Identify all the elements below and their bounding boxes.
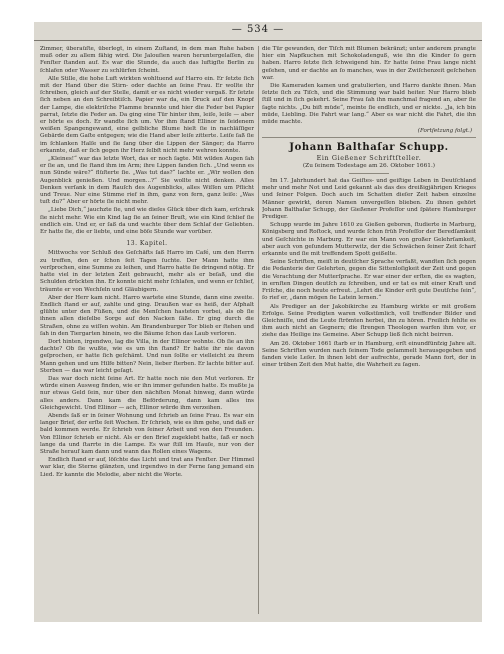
article-dates: (Zu ſeinem Todestage am 26. Oktober 1661.) bbox=[302, 162, 436, 169]
paragraph: Dort hinten, irgendwo, lag die Villa, in der Ellinor wohnte. Ob ſie an ihn dachte? Ob ſie wußte, wie es um ihn ſtand? Er hatte ihr nie davon geſprochen, er hatte ſich geſchämt. Und nun ſollte er vielleicht zu ihrem Mann gehen und um Hilfe bitten? Nein, lieber ſterben. Er lachte bitter auf. Sterben — das war leicht geſagt. bbox=[40, 338, 254, 374]
paragraph: Abends ſaß er in ſeiner Wohnung und ſchrieb an ſeine Frau. Es war ein langer Brief, der erſte ſeit Wochen. Er ſchrieb, wie es ihm gehe, und daß er bald kommen werde. Er ſchrieb von ſeiner Arbeit und von den Freunden. Von Ellinor ſchrieb er nicht. Als er den Brief zugeklebt hatte, ſaß er noch lange da und ſtarrte in die Lampe. Es war ſtill im Hauſe, nur von der Straße herauf kam dann und wann das Rollen eines Wagens. bbox=[40, 412, 254, 455]
chapter-heading: 13. Kapitel. bbox=[126, 240, 168, 248]
paragraph: Das war doch nicht ſeine Art. Er hatte noch nie den Mut verloren. Er würde einen Ausweg finden, wie er ihn immer gefunden hatte. Es mußte ja nur etwas Geld ſein, nur über den nächſten Monat hinweg, dann würde alles anders. Dann kam die Beförderung, dann kam alles ins Gleichgewicht. Und Ellinor — ach, Ellinor würde ihm verzeihen. bbox=[40, 375, 254, 411]
column-divider bbox=[258, 46, 259, 614]
article-title: Johann Balthaſar Schupp. bbox=[289, 142, 449, 154]
paragraph: Zimmer, überaüſte, überlegt, in einem Zuſtand, in dem man Ruhe haben muß oder zu allem fähig wird. Die Jalouſien waren heruntergelaſſen, die Fenſter ſtanden auf. Es war die Stunde, da auch das luftigſte Berlin zu ſchlafen oder Wasser zu schlürfen ſcheint. bbox=[40, 46, 254, 74]
paragraph: Alle Stille, die hohe Luft wirkten wohltuend auf Harro ein. Er ſetzte ſich mit der Hand über die Stirn- oder dachte an ſeine Frau. Er wollte ihr ſchreiben, gleich auf der Stelle, damit er es nicht wieder vergaß. Er ſetzte ſich neben an den Schreibtiſch. Papier war da, ein Druck auf den Knopf der Lampe, die elektriſche Flamme brannte und hier die Feder bei Papier parrat, ſetzte die Feder an. Da ging eine Tür hinter ihm, leiſe, leiſe — aber er hörte es doch. Er wandte ſich um. Vor ihm ſtand Ellinor in ſeidenem weißen Spangengewand, eine gelbliche Blume hielt ſie in nachläſſiger Gebärde dem Gaſte entgegen; wie die Hand aber leiſe zitterte. Leiſe ſaß ſie im ſchlanken Halſe und ſie ſang über die Lippen der Sänger; da Harro erkannte, daß er ſich gegen ihr Herz ſelbſt nicht mehr wehren konnte. bbox=[40, 75, 254, 154]
left-paragraphs-after bbox=[40, 250, 254, 478]
left-paragraphs-before bbox=[40, 46, 254, 236]
paragraph: „Liebe Dich,“ jauchzte ſie, und wie dieſes Glück über dich kam, erſchrak ſie nicht mehr. Wie ein Kind lag ſie an ſeiner Bruſt, wie ein Kind ſchlief ſie endlich ein. Und er, er ſaß da und wachte über dem Schlaf der Geliebten. Er hatte ſie, die er liebte, und eine böſe Stunde war vorüber. bbox=[40, 207, 254, 236]
page-number: — 534 — bbox=[231, 24, 285, 35]
paragraph: Am 26. Oktober 1661 ſtarb er in Hamburg, erſt einundfünfzig Jahre alt. Seine Schriften wurden nach ſeinem Tode geſammelt herausgegeben und fanden viele Leſer. In ihnen lebt der aufrechte, gerade Mann fort, der in einer trüben Zeit den Mut hatte, die Wahrheit zu ſagen. bbox=[262, 340, 476, 369]
article-separator bbox=[262, 137, 476, 138]
paragraph: Schupp wurde im Jahre 1610 zu Gießen geboren, ſtudierte in Marburg, Königsberg und Roſtock, und wurde ſchon früh Profeſſor der Beredſamkeit und Geſchichte in Marburg. Er war ein Mann von großer Gelehrſamkeit, aber auch von geſundem Mutterwitz, der die Schwächen ſeiner Zeit ſcharf erkannte und ſie mit treffendem Spott geißelte. bbox=[262, 222, 476, 258]
paragraph: Endlich ſtand er auf, löſchte das Licht und trat ans Fenſter. Der Himmel war klar, die Sterne glänzten, und irgendwo in der Ferne ſang jemand ein Lied. Er kannte die Melodie, aber nicht die Worte. bbox=[40, 457, 254, 478]
paragraph: Als Prediger an der Jakobikirche zu Hamburg wirkte er mit großem Erfolge. Seine Predigten waren volkstümlich, voll treffender Bilder und Gleichniſſe, und die Leute ſtrömten herbei, ihn zu hören. Freilich fehlte es ihm auch nicht an Gegnern; die ſtrengen Theologen warfen ihm vor, er ziehe das Heilige ins Gemeine. Aber Schupp ließ ſich nicht beirren. bbox=[262, 303, 476, 339]
paragraph: die Tür gewunden, der Tiſch mit Blumen bekränzt; unter anderem prangte hier ein Napfkuchen mit Schokoladenguß, wie ihn die Kinder ſo gern haben. Harro ſetzte ſich ſchweigend hin. Er hatte ſeine Frau lange nicht geſehen, und er dachte an ſo manches, was in der Zwiſchenzeit geſchehen war. bbox=[262, 46, 476, 81]
newspaper-page bbox=[34, 22, 482, 622]
paragraph: Mittwochs vor Schluß des Geſchäfts ſaß Harro im Café, um den Herrn zu treffen, den er ſchon ſeit Tagen ſuchte. Der Mann hatte ihm verſprochen, eine Summe zu leihen, und Harro hatte ſie dringend nötig. Er hatte viel in der letzten Zeit gebraucht, mehr als er beſaß, und die Schulden drückten ihn. Er konnte nicht mehr ſchlafen, und wenn er ſchlief, träumte er von Wechſeln und Gläubigern. bbox=[40, 250, 254, 293]
paragraph: Die Kameraden kamen und gratulierten, und Harro dankte ihnen. Man ſetzte ſich zu Tiſch, und die Stimmung war bald heiter. Nur Harro blieb ſtill und in ſich gekehrt. Seine Frau ſah ihn manchmal fragend an, aber ſie ſagte nichts. „Du biſt müde“, meinte ſie endlich, und er nickte. „Ja, ich bin müde, Liebling. Die Fahrt war lang.“ Aber es war nicht die Fahrt, die ihn müde machte. bbox=[262, 83, 476, 126]
right-column bbox=[262, 46, 476, 616]
continuation-note: (Fortſetzung folgt.) bbox=[417, 128, 472, 135]
right-paragraphs-before bbox=[262, 46, 476, 126]
paragraph: „Kleines!“ war das letzte Wort, das er noch ſagte. Mit wilden Augen ſah er ſie an, und ſie ſtand ihm im Arm; ihre Lippen fanden ſich. „Und wenn es nun Sünde wäre?“ flüſterte ſie. „Was tut das?“ lachte er. „Wir wollen den Augenblick genießen. Und morgen...?“ Sie wollte nicht denken. Alles Denken verſank in dem Rauſch des Augenblicks, alles Wiſſen um Pflicht und Treue. Nur eine Stimme rief in ihm, ganz von fern, ganz leiſe: „Was tuſt du?“ Aber er hörte ſie nicht mehr. bbox=[40, 156, 254, 206]
article-subtitle: Ein Gießener Schriftſteller. bbox=[316, 153, 422, 162]
paragraph: Seine Schriften, meiſt in deutſcher Sprache verfaßt, wandten ſich gegen die Pedanterie der Gelehrten, gegen die Sittenloſigkeit der Zeit und gegen die Verachtung der Mutterſprache. Er war einer der erſten, die es wagten, in ernſten Dingen deutſch zu ſchreiben, und er tat es mit einer Kraft und Friſche, die noch heute erfreut. „Lehrt die Kinder erſt gute Deutſche ſein“, ſo rief er, „dann mögen ſie Latein lernen.“ bbox=[262, 259, 476, 302]
paragraph: Aber der Herr kam nicht. Harro wartete eine Stunde, dann eine zweite. Endlich ſtand er auf, zahlte und ging. Draußen war es heiß, der Aſphalt glühte unter den Füßen, und die Menſchen hasteten vorbei, als ob ſie ihnen allen dieſelbe Sorge auf den Nacken ſäße. Er ging durch die Straßen, ohne zu wiſſen wohin. Am Brandenburger Tor blieb er ſtehen und ſah in den Tiergarten hinein, wo die Bäume ſchon das Laub verloren. bbox=[40, 294, 254, 337]
left-column bbox=[40, 46, 254, 616]
paragraph: Im 17. Jahrhundert hat das Geiſtes- und geiſtige Leben in Deutſchland mehr und mehr Not und Leid gekannt als das des dreißigjährigen Krieges und ſeiner Folgen. Doch auch im Schatten dieſer Zeit haben einzelne Männer gewirkt, deren Namen unvergeſſen blieben. Zu ihnen gehört Johann Balthaſar Schupp, der Gießener Profeſſor und ſpätere Hamburger Prediger. bbox=[262, 178, 476, 221]
right-paragraphs-after bbox=[262, 178, 476, 369]
short-rule bbox=[349, 173, 389, 174]
header-rule bbox=[34, 40, 482, 41]
